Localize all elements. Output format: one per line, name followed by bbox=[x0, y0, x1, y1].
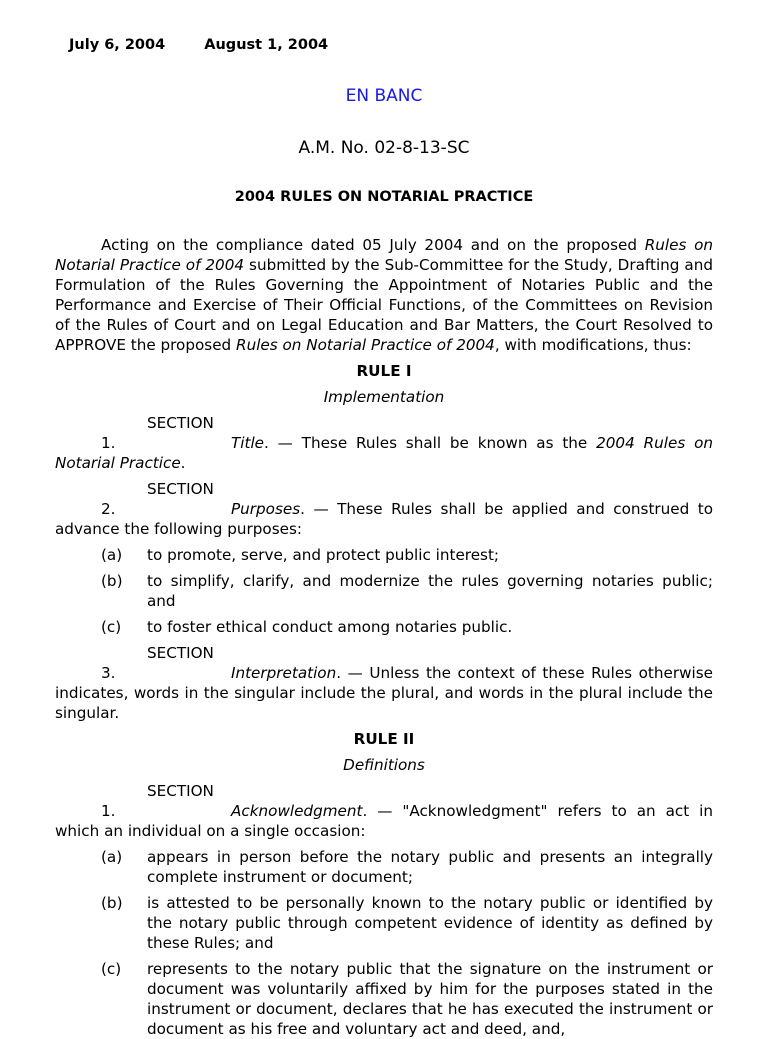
section-paragraph: SECTION 1. Title. — These Rules shall be known as the 2004 Rules on Notarial Practice. bbox=[55, 414, 713, 472]
list-item: (c) to foster ethical conduct among notaries public. bbox=[101, 618, 513, 636]
document-dates bbox=[69, 37, 328, 53]
effectivity-date: August 1, 2004 bbox=[204, 37, 329, 53]
intro-paragraph: Acting on the compliance dated 05 July 2004 and on the proposed Rules on Notarial Practice of 2004 submitted by the Sub-Committee for the Study, Drafting and Formulation of the Rules Governing the Appointment of Notaries Public and the Performance and Exercise of Their Official Functions, of the Committees on Revision of the Rules of Court and on Legal Education and Bar Matters, the Court Resolved to APPROVE the proposed Rules on Notarial Practice of 2004, with modifications, thus: bbox=[55, 236, 714, 354]
docket-number: A.M. No. 02-8-13-SC bbox=[298, 138, 470, 158]
list-item: (a) to promote, serve, and protect public interest; bbox=[101, 546, 500, 564]
rule-heading: RULE I bbox=[356, 362, 412, 380]
rule-heading: RULE II bbox=[353, 730, 415, 748]
rule-subheading: Implementation bbox=[323, 388, 445, 406]
section-paragraph: SECTION 3. Interpretation. — Unless the context of these Rules otherwise indicates, words in the singular include the plural, and words in the plural include the singular. bbox=[55, 644, 713, 722]
promulgation-date: July 6, 2004 bbox=[69, 37, 166, 53]
section-paragraph: SECTION 1. Acknowledgment. — "Acknowledgment" refers to an act in which an individual on a single occasion: bbox=[55, 782, 713, 840]
section-paragraph: SECTION 2. Purposes. — These Rules shall be applied and construed to advance the following purposes: bbox=[55, 480, 713, 538]
list-item: (a) appears in person before the notary public and presents an integrally complete instrument or document; bbox=[101, 848, 713, 886]
rule-subheading: Definitions bbox=[343, 756, 425, 774]
list-item: (b) to simplify, clarify, and modernize the rules governing notaries public; and bbox=[101, 572, 713, 610]
division-label: EN BANC bbox=[345, 86, 423, 106]
list-item: (c) represents to the notary public that the signature on the instrument or document was voluntarily affixed by him for the purposes stated in the instrument or document, declares that he has executed the instrument or document as his free and voluntary act and deed, and, bbox=[101, 960, 713, 1038]
document-title: 2004 RULES ON NOTARIAL PRACTICE bbox=[234, 189, 534, 205]
document-body bbox=[55, 235, 713, 1039]
list-item: (b) is attested to be personally known to the notary public or identified by the notary public through competent evidence of identity as defined by these Rules; and bbox=[101, 894, 713, 952]
